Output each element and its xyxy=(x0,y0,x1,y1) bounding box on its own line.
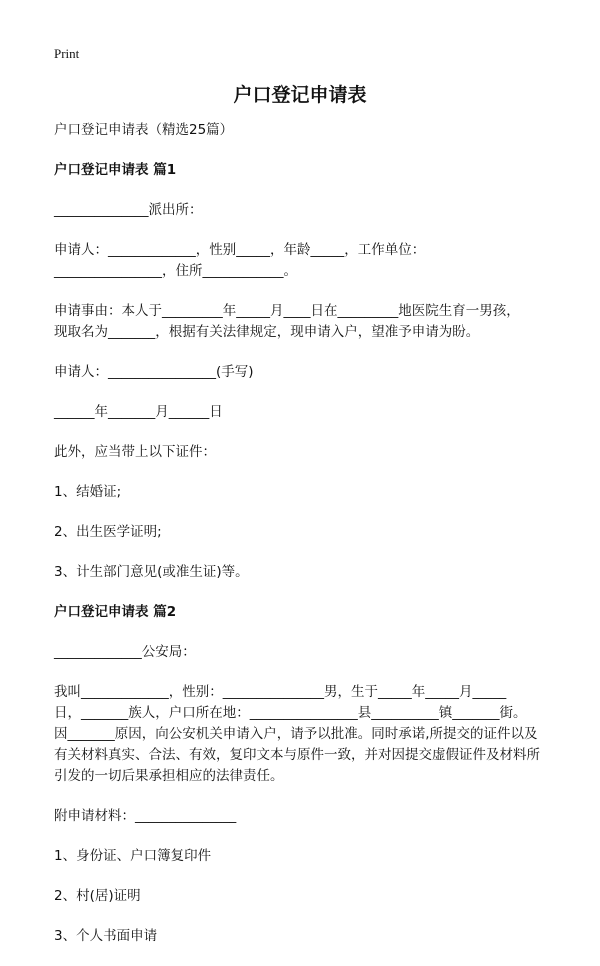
page-title: 户口登记申请表 xyxy=(233,84,367,106)
document-body xyxy=(54,120,554,966)
paragraph xyxy=(54,926,554,947)
subtitle: 户口登记申请表（精选25篇） xyxy=(54,122,234,138)
paragraph xyxy=(54,362,554,383)
paragraph-line: ______________派出所： xyxy=(54,202,203,218)
paragraph-line: 引发的一切后果承担相应的法律责任。 xyxy=(54,768,284,784)
paragraph-line: 申请人：________________(手写) xyxy=(54,364,254,380)
paragraph-line: 有关材料真实、合法、有效，复印文本与原件一致，并对因提交虚假证件及材料所 xyxy=(54,747,540,763)
paragraph xyxy=(54,442,554,463)
paragraph xyxy=(54,682,554,787)
paragraph xyxy=(54,482,554,503)
paragraph-line: 申请人：_____________，性别_____，年龄_____，工作单位： xyxy=(54,242,426,258)
paragraph-line: 此外，应当带上以下证件： xyxy=(54,444,216,460)
paragraph-line: 因_______原因，向公安机关申请入户，请予以批准。同时承诺,所提交的证件以及 xyxy=(54,726,538,742)
paragraph xyxy=(54,806,554,827)
paragraph-line: 2、村(居)证明 xyxy=(54,888,141,904)
paragraph-line: 3、计生部门意见(或准生证)等。 xyxy=(54,564,249,580)
paragraph-line: _____________公安局： xyxy=(54,644,196,660)
paragraph-line: 我叫_____________，性别：_______________男，生于_____年_____月_____ xyxy=(54,684,507,700)
paragraph-line: 附申请材料：_______________ xyxy=(54,808,237,824)
paragraph-line: 1、结婚证; xyxy=(54,484,122,500)
paragraph xyxy=(54,562,554,583)
paragraph xyxy=(54,240,554,282)
paragraph xyxy=(54,886,554,907)
paragraph-line: 现取名为_______，根据有关法律规定，现申请入户，望准予申请为盼。 xyxy=(54,324,480,340)
paragraph xyxy=(54,642,554,663)
paragraph-line: 申请事由：本人于_________年_____月____日在_________地医院生育一男孩， xyxy=(54,303,520,319)
section-heading: 户口登记申请表 篇2 xyxy=(54,604,177,620)
print-link[interactable]: Print xyxy=(54,46,80,61)
paragraph xyxy=(54,522,554,543)
paragraph xyxy=(54,846,554,867)
paragraph-line: 3、个人书面申请 xyxy=(54,928,158,944)
section-heading: 户口登记申请表 篇1 xyxy=(54,162,177,178)
paragraph-line: 1、身份证、户口簿复印件 xyxy=(54,848,212,864)
paragraph xyxy=(54,200,554,221)
paragraph-line: ______年_______月______日 xyxy=(54,404,223,420)
paragraph-line: ________________，住所____________。 xyxy=(54,263,297,279)
paragraph-line: 2、出生医学证明; xyxy=(54,524,162,540)
paragraph xyxy=(54,301,554,343)
paragraph-line: 日，_______族人，户口所在地：________________县__________镇_______街。 xyxy=(54,705,527,721)
paragraph xyxy=(54,402,554,423)
